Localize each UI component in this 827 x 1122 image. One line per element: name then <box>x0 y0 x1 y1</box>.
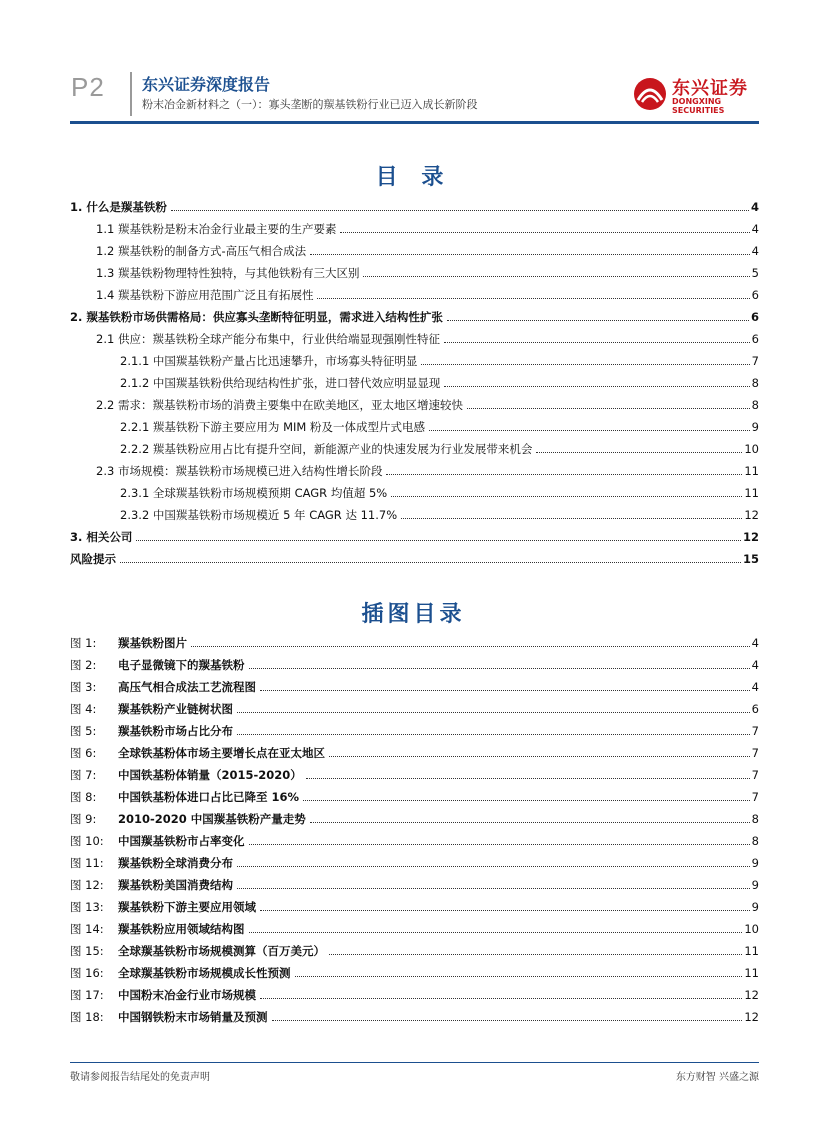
logo-text: 东兴证券 <box>672 78 748 99</box>
figure-entry[interactable]: 图 16: 全球羰基铁粉市场规模成长性预测 11 <box>70 966 759 980</box>
figure-entry[interactable]: 图 9: 2010-2020 中国羰基铁粉产量走势 8 <box>70 812 759 826</box>
toc-entry[interactable]: 2.2.2 羰基铁粉应用占比有提升空间，新能源产业的快速发展为行业发展带来机会 10 <box>120 442 759 456</box>
toc-entry[interactable]: 2.1.2 中国羰基铁粉供给现结构性扩张，进口替代效应明显显现 8 <box>120 376 759 390</box>
toc-entry[interactable]: 2.3.1 全球羰基铁粉市场规模预期 CAGR 均值超 5% 11 <box>120 486 759 500</box>
figure-entry[interactable]: 图 10: 中国羰基铁粉市占率变化 8 <box>70 834 759 848</box>
logo-english-text: DONGXING SECURITIES <box>672 97 725 115</box>
page-number: P2 <box>71 72 105 102</box>
toc-entry[interactable]: 3. 相关公司 12 <box>70 530 759 544</box>
figure-entry[interactable]: 图 4: 羰基铁粉产业链树状图 6 <box>70 702 759 716</box>
toc-title: 目 录 <box>375 165 452 190</box>
figure-entry[interactable]: 图 18: 中国钢铁粉末市场销量及预测 12 <box>70 1010 759 1024</box>
figure-entry[interactable]: 图 15: 全球羰基铁粉市场规模测算（百万美元） 11 <box>70 944 759 958</box>
toc-entry[interactable]: 1.2 羰基铁粉的制备方式-高压气相合成法 4 <box>96 244 759 258</box>
figure-list-title: 插图目录 <box>361 602 466 627</box>
toc-entry[interactable]: 2. 羰基铁粉市场供需格局：供应寡头垄断特征明显，需求进入结构性扩张 6 <box>70 310 759 324</box>
figure-entry[interactable]: 图 11: 羰基铁粉全球消费分布 9 <box>70 856 759 870</box>
toc-entry[interactable]: 2.2.1 羰基铁粉下游主要应用为 MIM 粉及一体成型片式电感 9 <box>120 420 759 434</box>
figure-entry[interactable]: 图 14: 羰基铁粉应用领域结构图 10 <box>70 922 759 936</box>
figure-entry[interactable]: 图 2: 电子显微镜下的羰基铁粉 4 <box>70 658 759 672</box>
figure-entry[interactable]: 图 7: 中国铁基粉体销量（2015-2020） 7 <box>70 768 759 782</box>
toc-entry[interactable]: 2.3 市场规模：羰基铁粉市场规模已进入结构性增长阶段 11 <box>96 464 759 478</box>
report-title: 东兴证券深度报告 <box>142 75 271 94</box>
header-divider <box>130 72 132 116</box>
toc-entry[interactable]: 2.1.1 中国羰基铁粉产量占比迅速攀升，市场寡头特征明显 7 <box>120 354 759 368</box>
logo-emblem-icon <box>632 76 668 112</box>
figure-entry[interactable]: 图 13: 羰基铁粉下游主要应用领域 9 <box>70 900 759 914</box>
figure-entry[interactable]: 图 3: 高压气相合成法工艺流程图 4 <box>70 680 759 694</box>
company-logo <box>632 72 762 116</box>
toc-entry[interactable]: 1.3 羰基铁粉物理特性独特，与其他铁粉有三大区别 5 <box>96 266 759 280</box>
toc-entry[interactable]: 2.2 需求：羰基铁粉市场的消费主要集中在欧美地区，亚太地区增速较快 8 <box>96 398 759 412</box>
report-subtitle: 粉末冶金新材料之（一）：寡头垄断的羰基铁粉行业已迈入成长新阶段 <box>142 98 478 111</box>
table-of-contents <box>70 192 759 566</box>
toc-entry[interactable]: 2.3.2 中国羰基铁粉市场规模近 5 年 CAGR 达 11.7% 12 <box>120 508 759 522</box>
figure-entry[interactable]: 图 6: 全球铁基粉体市场主要增长点在亚太地区 7 <box>70 746 759 760</box>
header-rule <box>70 121 759 124</box>
figure-entry[interactable]: 图 12: 羰基铁粉美国消费结构 9 <box>70 878 759 892</box>
footer-disclaimer: 敬请参阅报告结尾处的免责声明 <box>70 1072 210 1083</box>
toc-entry[interactable]: 1.4 羰基铁粉下游应用范围广泛且有拓展性 6 <box>96 288 759 302</box>
toc-entry[interactable]: 1.1 羰基铁粉是粉末冶金行业最主要的生产要素 4 <box>96 222 759 236</box>
page-header <box>0 0 827 130</box>
figure-entry[interactable]: 图 5: 羰基铁粉市场占比分布 7 <box>70 724 759 738</box>
figure-entry[interactable]: 图 1: 羰基铁粉图片 4 <box>70 636 759 650</box>
toc-entry[interactable]: 2.1 供应：羰基铁粉全球产能分布集中，行业供给端显现强刚性特征 6 <box>96 332 759 346</box>
footer-slogan: 东方财智 兴盛之源 <box>675 1072 759 1083</box>
footer-rule <box>70 1062 759 1063</box>
toc-entry[interactable]: 1. 什么是羰基铁粉 4 <box>70 200 759 214</box>
figure-entry[interactable]: 图 8: 中国铁基粉体进口占比已降至 16% 7 <box>70 790 759 804</box>
toc-entry[interactable]: 风险提示 15 <box>70 552 759 566</box>
figure-list <box>70 628 759 1024</box>
figure-entry[interactable]: 图 17: 中国粉末冶金行业市场规模 12 <box>70 988 759 1002</box>
